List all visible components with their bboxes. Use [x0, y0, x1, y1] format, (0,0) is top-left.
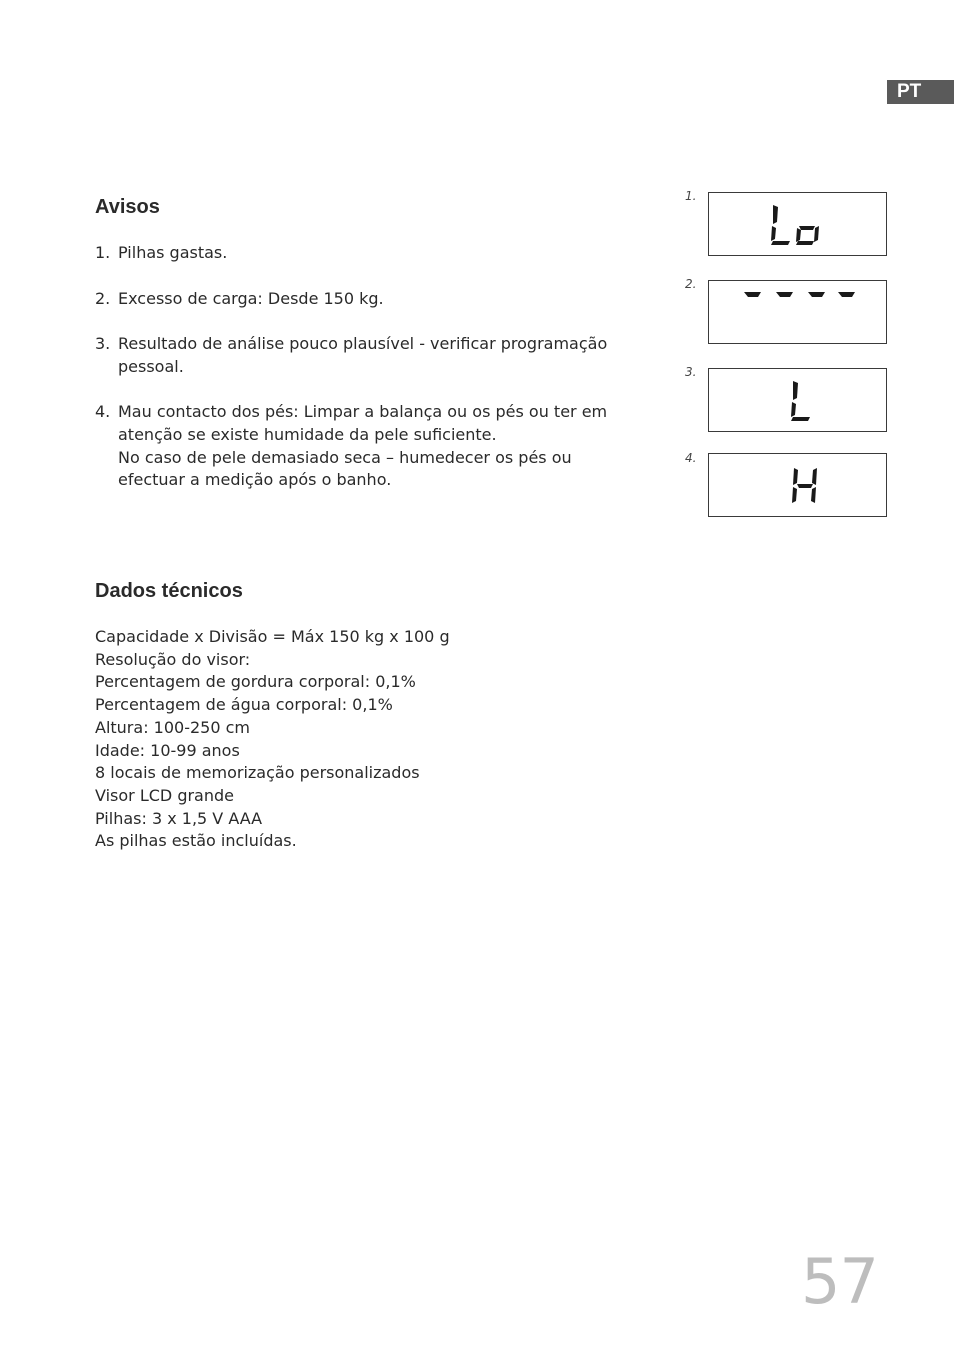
warning-number: 3.: [95, 334, 111, 354]
spec-line: Percentagem de água corporal: 0,1%: [95, 695, 393, 715]
warning-text: No caso de pele demasiado seca – humedecer os pés ou: [118, 447, 572, 467]
display-4-number: 4.: [685, 451, 697, 465]
warnings-list: [95, 242, 615, 492]
technical-data-list: [95, 626, 450, 853]
warning-text: atenção se existe humidade da pele suficiente.: [118, 424, 497, 444]
warning-text: Resultado de análise pouco plausível - verificar programação: [118, 334, 608, 354]
lcd-reading-h-icon: [709, 454, 886, 516]
spec-line: Percentagem de gordura corporal: 0,1%: [95, 672, 416, 692]
warning-item: [95, 242, 615, 265]
warning-number: 1.: [95, 243, 111, 262]
lcd-display-dashes: [708, 280, 887, 344]
display-2-number: 2.: [685, 277, 697, 291]
warning-number: 2.: [95, 288, 111, 308]
lcd-display-l: [708, 368, 887, 432]
warning-item: [95, 333, 615, 378]
display-1-number: 1.: [685, 189, 697, 203]
warning-text: efectuar a medição após o banho.: [118, 470, 392, 490]
dados-tecnicos-heading: Dados técnicos: [95, 580, 243, 602]
warning-number: 4.: [95, 402, 111, 422]
page-number: 57: [801, 1245, 878, 1318]
avisos-heading: Avisos: [95, 196, 160, 218]
warning-text: Mau contacto dos pés: Limpar a balança ou os pés ou ter em: [118, 402, 608, 422]
warning-text: pessoal.: [118, 356, 184, 376]
spec-line: Altura: 100-250 cm: [95, 717, 250, 737]
spec-line: Idade: 10-99 anos: [95, 740, 240, 760]
warning-item: [95, 288, 615, 311]
lcd-reading-lo-icon: [709, 193, 886, 255]
warning-text: Excesso de carga: Desde 150 kg.: [118, 288, 384, 308]
spec-line: As pilhas estão incluídas.: [95, 831, 297, 851]
warning-item: [95, 401, 615, 491]
spec-line: Capacidade x Divisão = Máx 150 kg x 100 g: [95, 627, 450, 646]
spec-line: Pilhas: 3 x 1,5 V AAA: [95, 808, 263, 828]
language-tab: PT: [887, 80, 954, 104]
lcd-reading-dashes-icon: [709, 281, 886, 343]
lcd-display-h: [708, 453, 887, 517]
spec-line: Resolução do visor:: [95, 649, 251, 669]
display-3-number: 3.: [685, 365, 697, 379]
warning-text: Pilhas gastas.: [118, 243, 228, 262]
lcd-reading-l-icon: [709, 369, 886, 431]
spec-line: Visor LCD grande: [95, 785, 234, 805]
spec-line: 8 locais de memorização personalizados: [95, 763, 420, 783]
lcd-display-lo: [708, 192, 887, 256]
